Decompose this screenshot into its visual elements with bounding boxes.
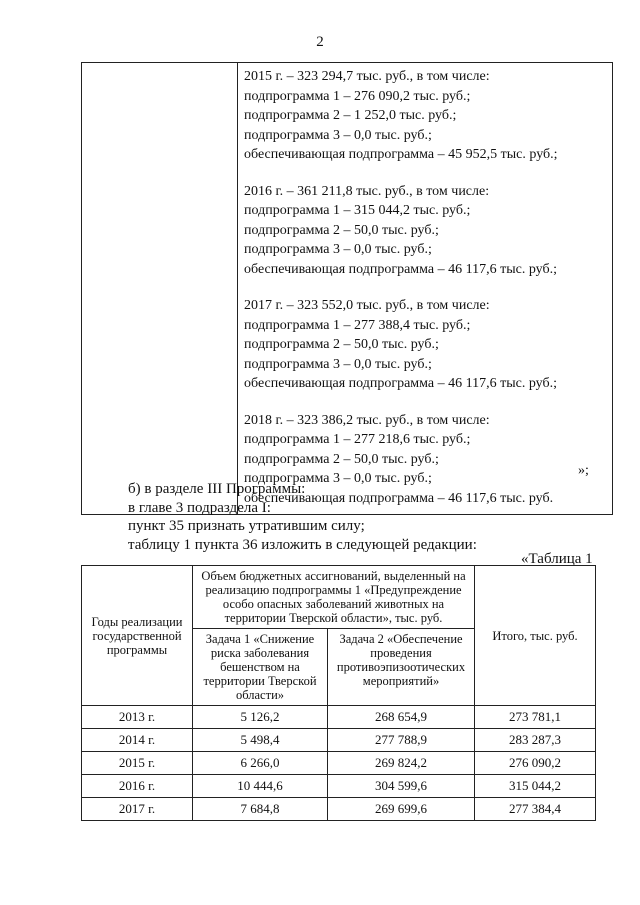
cell-total: 273 781,1 bbox=[475, 706, 596, 729]
cell-task-1: 5 498,4 bbox=[193, 729, 328, 752]
cell-total: 276 090,2 bbox=[475, 752, 596, 775]
funding-block-2015 bbox=[244, 67, 604, 165]
funding-line: обеспечивающая подпрограмма – 45 952,5 тыс. руб.; bbox=[244, 147, 558, 162]
table-row bbox=[82, 775, 596, 798]
cell-task-1: 10 444,6 bbox=[193, 775, 328, 798]
funding-line: подпрограмма 3 – 0,0 тыс. руб.; bbox=[244, 356, 432, 372]
cell-task-1: 5 126,2 bbox=[193, 706, 328, 729]
funding-line: обеспечивающая подпрограмма – 46 117,6 тыс. руб.; bbox=[244, 261, 557, 277]
funding-line: подпрограмма 2 – 50,0 тыс. руб.; bbox=[244, 451, 439, 467]
paragraph-table-1: таблицу 1 пункта 36 изложить в следующей редакции: bbox=[128, 537, 477, 553]
paragraph-section-iii: б) в разделе III Программы: bbox=[128, 481, 306, 497]
funding-block-2017 bbox=[244, 296, 604, 394]
cell-task-2: 268 654,9 bbox=[328, 706, 475, 729]
cell-total: 277 384,4 bbox=[475, 798, 596, 821]
header-total: Итого, тыс. руб. bbox=[475, 566, 596, 706]
funding-line: подпрограмма 1 – 277 388,4 тыс. руб.; bbox=[244, 317, 471, 333]
cell-year: 2016 г. bbox=[82, 775, 193, 798]
paragraph-chapter-3: в главе 3 подраздела I: bbox=[128, 500, 271, 516]
budget-table bbox=[81, 565, 596, 821]
funding-line: подпрограмма 1 – 277 218,6 тыс. руб.; bbox=[244, 432, 471, 447]
funding-line: обеспечивающая подпрограмма – 46 117,6 тыс. руб.; bbox=[244, 376, 557, 391]
cell-year: 2015 г. bbox=[82, 752, 193, 775]
cell-task-2: 269 824,2 bbox=[328, 752, 475, 775]
closing-quote: »; bbox=[578, 463, 589, 478]
funding-table bbox=[81, 62, 613, 515]
header-task-2: Задача 2 «Обеспечение проведения противоэпизоотических мероприятий» bbox=[328, 629, 475, 706]
funding-line: подпрограмма 3 – 0,0 тыс. руб.; bbox=[244, 242, 432, 257]
funding-line: 2018 г. – 323 386,2 тыс. руб., в том числе: bbox=[244, 412, 490, 428]
header-years: Годы реализации государственной программы bbox=[82, 566, 193, 706]
paragraph-clause-35: пункт 35 признать утратившим силу; bbox=[128, 518, 365, 534]
funding-line: подпрограмма 1 – 315 044,2 тыс. руб.; bbox=[244, 203, 471, 218]
table-row bbox=[82, 729, 596, 752]
table-row bbox=[82, 706, 596, 729]
funding-line: подпрограмма 3 – 0,0 тыс. руб.; bbox=[244, 471, 432, 486]
header-task-1: Задача 1 «Снижение риска заболевания бешенством на территории Тверской области» bbox=[193, 629, 328, 706]
funding-table-label-cell bbox=[82, 63, 238, 515]
funding-line: обеспечивающая подпрограмма – 46 117,6 тыс. руб. bbox=[244, 490, 554, 506]
cell-year: 2013 г. bbox=[82, 706, 193, 729]
header-budget: Объем бюджетных ассигнований, выделенный на реализацию подпрограммы 1 «Предупреждение особо опасных заболеваний животных на территории Тверской области», тыс. руб. bbox=[193, 566, 475, 629]
table-row bbox=[82, 752, 596, 775]
funding-block-2016 bbox=[244, 182, 604, 280]
funding-line: подпрограмма 1 – 276 090,2 тыс. руб.; bbox=[244, 88, 471, 104]
funding-line: подпрограмма 2 – 50,0 тыс. руб.; bbox=[244, 222, 439, 238]
funding-line: подпрограмма 3 – 0,0 тыс. руб.; bbox=[244, 127, 432, 143]
funding-line: подпрограмма 2 – 1 252,0 тыс. руб.; bbox=[244, 108, 457, 123]
funding-table-content-cell bbox=[238, 63, 613, 515]
cell-year: 2017 г. bbox=[82, 798, 193, 821]
cell-total: 283 287,3 bbox=[475, 729, 596, 752]
cell-total: 315 044,2 bbox=[475, 775, 596, 798]
cell-task-2: 304 599,6 bbox=[328, 775, 475, 798]
cell-year: 2014 г. bbox=[82, 729, 193, 752]
cell-task-1: 7 684,8 bbox=[193, 798, 328, 821]
cell-task-2: 269 699,6 bbox=[328, 798, 475, 821]
table-caption: «Таблица 1 bbox=[521, 551, 593, 567]
cell-task-1: 6 266,0 bbox=[193, 752, 328, 775]
funding-line: подпрограмма 2 – 50,0 тыс. руб.; bbox=[244, 337, 439, 352]
cell-task-2: 277 788,9 bbox=[328, 729, 475, 752]
funding-line: 2017 г. – 323 552,0 тыс. руб., в том числе: bbox=[244, 298, 490, 313]
table-row bbox=[82, 798, 596, 821]
funding-line: 2016 г. – 361 211,8 тыс. руб., в том числе: bbox=[244, 183, 490, 199]
page-number: 2 bbox=[316, 34, 324, 50]
funding-line: 2015 г. – 323 294,7 тыс. руб., в том числе: bbox=[244, 69, 490, 84]
